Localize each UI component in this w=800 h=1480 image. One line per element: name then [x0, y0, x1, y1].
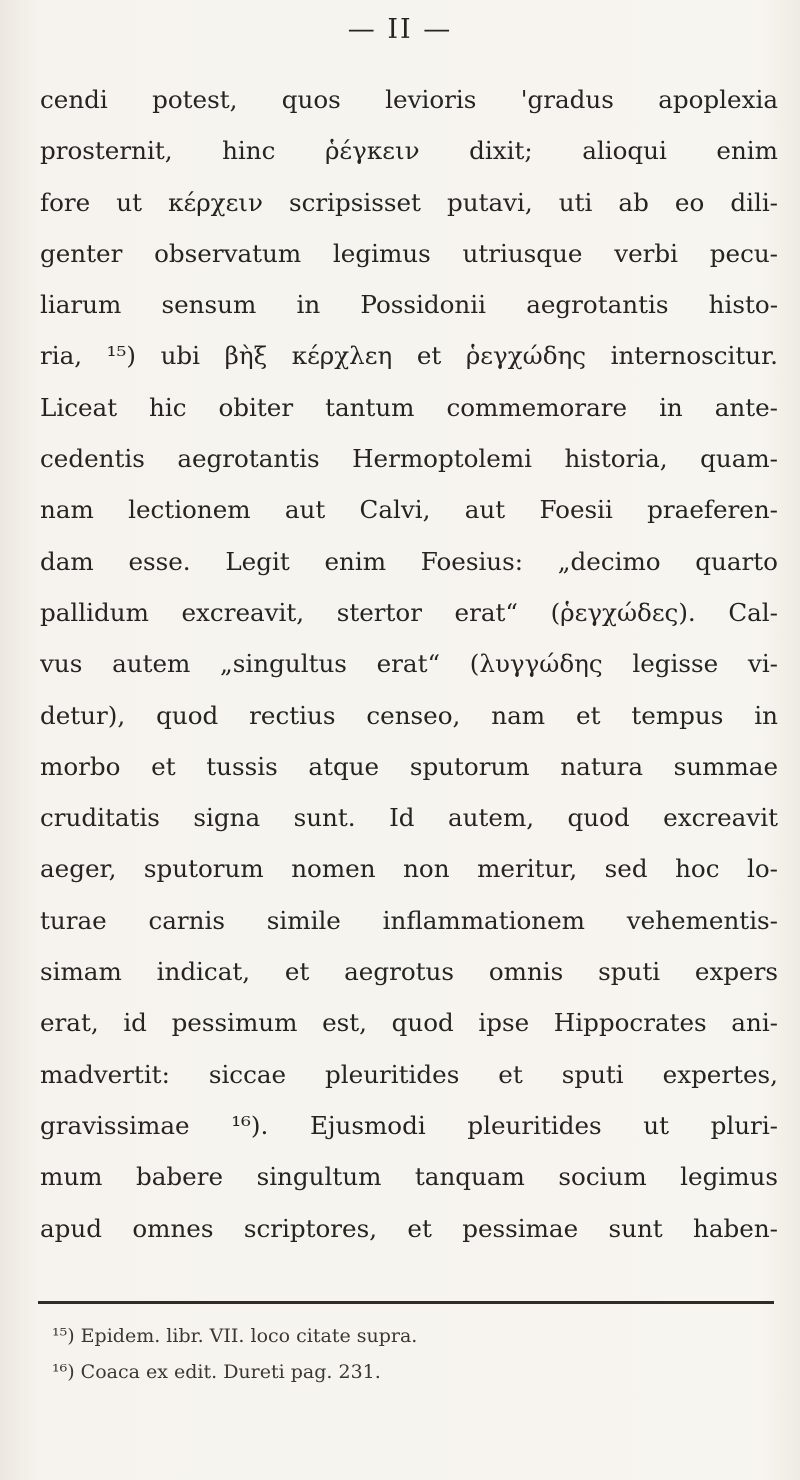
text-line: cruditatis signa sunt. Id autem, quod excreavit: [40, 803, 778, 833]
text-line: aeger, sputorum nomen non meritur, sed hoc lo-: [40, 854, 778, 884]
footnote-divider: [38, 1301, 774, 1304]
text-line: morbo et tussis atque sputorum natura summae: [40, 751, 778, 781]
text-line: cendi potest, quos levioris 'gradus apoplexia: [40, 85, 778, 114]
text-line: turae carnis simile inflammationem vehementis-: [40, 905, 778, 935]
text-line: fore ut κέρχειν scripsisset putavi, uti ab eo dili-: [40, 187, 778, 217]
footnotes: [52, 1318, 712, 1390]
body-text: [40, 74, 778, 1254]
text-line: nam lectionem aut Calvi, aut Foesii praeferen-: [40, 495, 778, 525]
text-line: Liceat hic obiter tantum commemorare in ante-: [40, 392, 778, 422]
text-line: pallidum excreavit, stertor erat“ (ῥεγχώδες). Cal-: [40, 597, 778, 627]
text-line: erat, id pessimum est, quod ipse Hippocrates ani-: [40, 1008, 778, 1038]
text-line: madvertit: siccae pleuritides et sputi expertes,: [40, 1059, 778, 1089]
text-line: detur), quod rectius censeo, nam et tempus in: [40, 700, 778, 730]
text-line: genter observatum legimus utriusque verbi pecu-: [40, 238, 778, 268]
footnote: ¹⁶) Coaca ex edit. Dureti pag. 231.: [52, 1361, 381, 1383]
footnote: ¹⁵) Epidem. libr. VII. loco citate supra.: [52, 1325, 418, 1347]
text-line: vus autem „singultus erat“ (λυγγώδης legisse vi-: [40, 649, 778, 679]
text-line: mum babere singultum tanquam socium legimus: [40, 1162, 778, 1192]
text-line: liarum sensum in Possidonii aegrotantis histo-: [40, 290, 778, 320]
text-line: cedentis aegrotantis Hermoptolemi historia, quam-: [40, 444, 778, 474]
text-line: prosternit, hinc ῥέγκειν dixit; alioqui enim: [40, 136, 778, 166]
text-line: apud omnes scriptores, et pessimae sunt haben-: [40, 1213, 778, 1243]
page-number-header: — II —: [347, 14, 453, 45]
text-line: simam indicat, et aegrotus omnis sputi expers: [40, 957, 778, 987]
text-line: ria, ¹⁵) ubi βὴξ κέρχλεη et ῥεγχώδης internoscitur.: [40, 341, 778, 371]
text-line: gravissimae ¹⁶). Ejusmodi pleuritides ut pluri-: [40, 1110, 778, 1140]
text-line: dam esse. Legit enim Foesius: „decimo quarto: [40, 546, 778, 576]
